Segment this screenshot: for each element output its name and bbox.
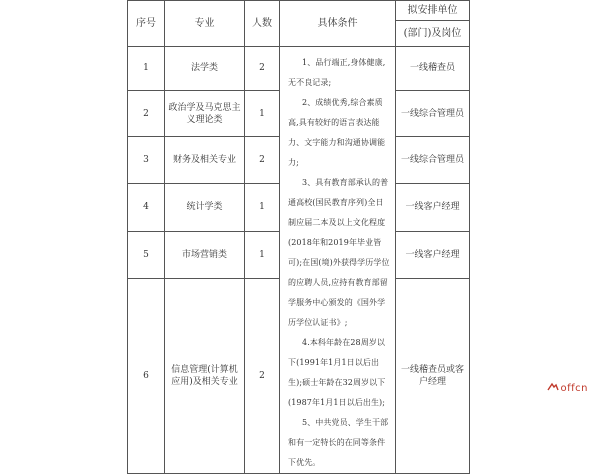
row-major: 法学类	[165, 47, 245, 91]
row-count: 2	[245, 137, 280, 183]
offcn-watermark	[547, 382, 589, 394]
row-dept: 一线综合管理员	[396, 90, 470, 136]
conditions-cell	[280, 47, 396, 474]
row-dept: 一线稽查员	[396, 47, 470, 91]
header-no: 序号	[128, 1, 165, 47]
row-count: 1	[245, 183, 280, 231]
condition-item: 5、中共党员、学生干部和有一定特长的在同等条件下优先。	[288, 418, 389, 467]
header-count: 人数	[245, 1, 280, 47]
row-major: 政治学及马克思主义理论类	[165, 90, 245, 136]
row-major: 统计学类	[165, 183, 245, 231]
row-major: 市场营销类	[165, 231, 245, 279]
condition-item: 2、成绩优秀,综合素质高,具有较好的语言表达能力、文字能力和沟通协调能力;	[288, 98, 386, 167]
header-conditions: 具体条件	[280, 1, 396, 47]
row-count: 2	[245, 47, 280, 91]
row-dept: 一线客户经理	[396, 231, 470, 279]
row-count: 2	[245, 279, 280, 474]
header-dept-line2: (部门)及岗位	[396, 21, 470, 47]
row-no: 1	[128, 47, 165, 91]
condition-item: 3、具有教育部承认的普通高校(国民教育序列)全日制应届二本及以上文化程度(2018年和2019年毕业皆可);在国(境)外获得学历学位的应聘人员,应持有教育部留学服务中心颁发的《国外学历学位认证书》;	[288, 178, 390, 327]
row-dept: 一线稽查员或客户经理	[396, 279, 470, 474]
row-count: 1	[245, 90, 280, 136]
header-row	[128, 1, 470, 21]
header-dept-line1: 拟安排单位	[396, 1, 470, 21]
row-no: 5	[128, 231, 165, 279]
row-no: 4	[128, 183, 165, 231]
row-no: 3	[128, 137, 165, 183]
condition-item: 1、品行端正,身体健康,无不良记录;	[288, 58, 386, 87]
condition-item: 4.本科年龄在28周岁以下(1991年1月1日以后出生);硕士年龄在32周岁以下(1987年1月1日以后出生);	[288, 338, 386, 407]
row-no: 6	[128, 279, 165, 474]
offcn-logo-icon	[547, 382, 559, 392]
watermark-text: offcn	[560, 383, 588, 394]
row-no: 2	[128, 90, 165, 136]
recruitment-table-sheet	[127, 0, 469, 467]
row-count: 1	[245, 231, 280, 279]
table-row	[128, 47, 470, 91]
row-major: 信息管理(计算机应用)及相关专业	[165, 279, 245, 474]
row-dept: 一线综合管理员	[396, 137, 470, 183]
header-major: 专业	[165, 1, 245, 47]
row-dept: 一线客户经理	[396, 183, 470, 231]
row-major: 财务及相关专业	[165, 137, 245, 183]
recruitment-table	[127, 0, 470, 474]
